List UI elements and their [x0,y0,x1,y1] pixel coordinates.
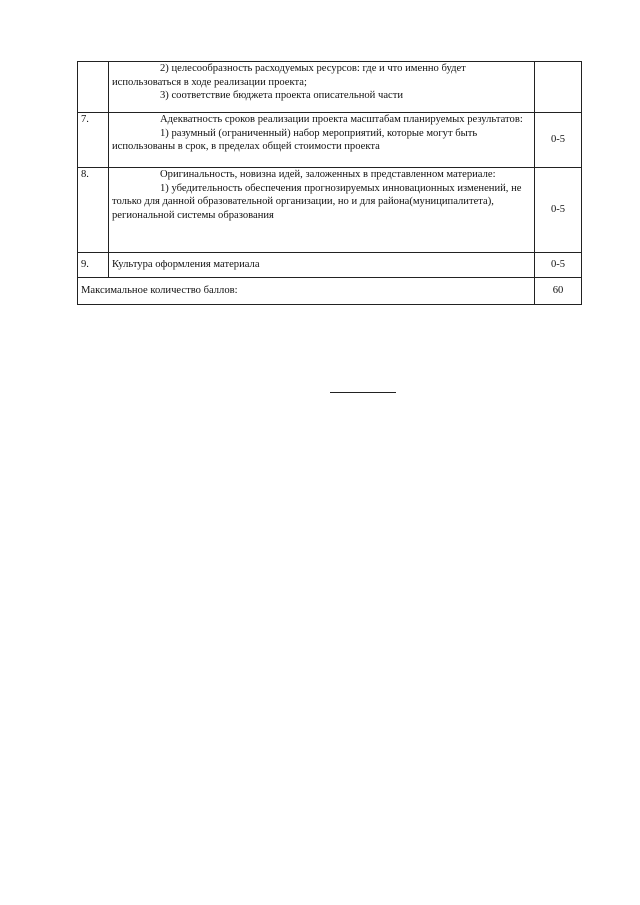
criterion-cell [109,168,535,253]
criterion-item: 3) соответствие бюджета проекта описательной части [160,90,404,102]
row-number-cell: 8. [78,168,109,253]
row-number-cell: 7. [78,113,109,168]
score-cell [535,62,582,113]
row-number-cell [78,62,109,113]
total-score: 60 [535,278,582,305]
criterion-title: Адекватность сроков реализации проекта масштабам планируемых результатов: [160,114,523,125]
score-cell: 0-5 [535,168,582,253]
criterion-item: 1) разумный (ограниченный) набор мероприятий, которые могут быть использованы в срок, в пределах общей стоимости проекта [112,127,478,153]
criterion-item: 1) убедительность обеспечения прогнозируемых инновационных изменений, не только для данной образовательной организации, но и для района(муниципалитета), региональной системы образования [112,182,522,221]
separator-line [330,392,396,393]
table-row [78,253,582,278]
criterion-item: 2) целесообразность расходуемых ресурсов: где и что именно будет использоваться в ходе реализации проекта; [112,63,466,88]
criterion-cell [109,62,535,113]
table-row [78,113,582,168]
criterion-cell [109,253,535,278]
total-label: Максимальное количество баллов: [78,278,535,305]
criterion-title: Оригинальность, новизна идей, заложенных в представленном материале: [160,169,496,180]
criterion-title: Культура оформления материала [112,259,260,271]
table-row [78,62,582,113]
criteria-table [77,61,582,305]
row-number-cell: 9. [78,253,109,278]
score-cell: 0-5 [535,113,582,168]
total-row [78,278,582,305]
criterion-cell [109,113,535,168]
table-row [78,168,582,253]
score-cell: 0-5 [535,253,582,278]
